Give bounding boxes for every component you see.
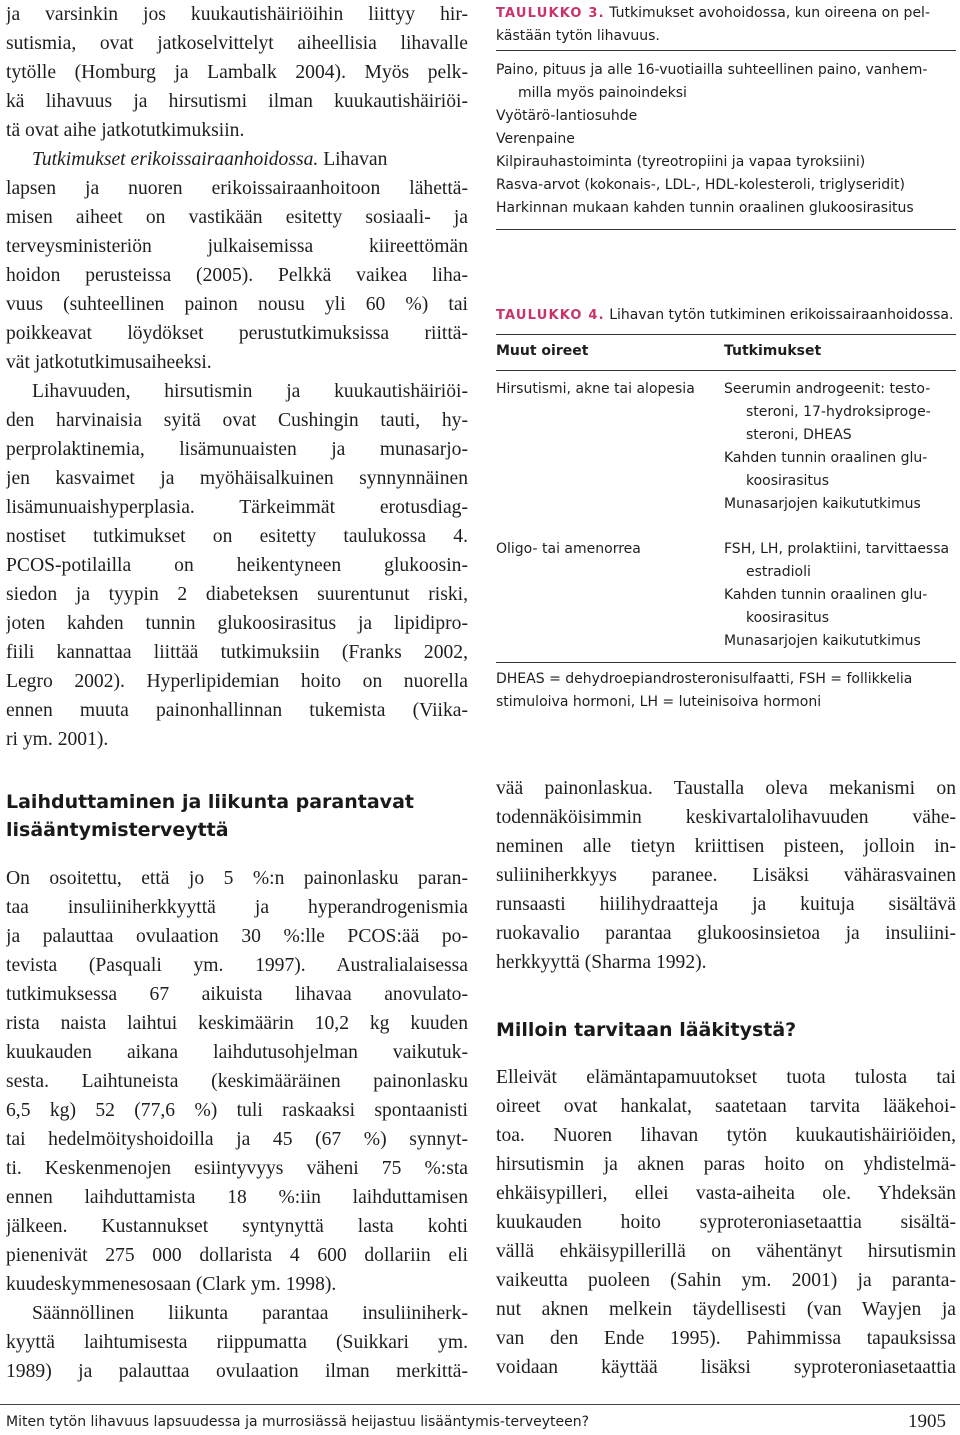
table-row: Kilpirauhastoiminta (tyreotropiini ja vapaa tyroksiini) [496, 154, 866, 170]
text-line: Säännöllinen liikunta parantaa insuliiniherk- [32, 1303, 468, 1324]
caption-line [496, 304, 956, 327]
right-column-medication-text [496, 1063, 956, 1382]
text-line: kuukauden aikana laihdutusohjelman vaikutuk- [6, 1042, 468, 1063]
left-column-bottom [6, 864, 468, 1386]
text-line: lisämunuaishyperplasia. Tärkeimmät erotusdiag- [6, 497, 468, 518]
text-line: nut aknen melkein täydellisesti (van Wayjen ja [496, 1299, 956, 1320]
text-line: sutismia, ovat jatkoselvittelyt aiheellisia lihavalle [6, 33, 468, 54]
column-header-symptoms: Muut oireet [496, 343, 589, 359]
table-row: milla myös painoindeksi [518, 85, 687, 101]
table-label: TAULUKKO 4. [496, 308, 605, 323]
text-line: jälkeen. Kustannukset syntynyttä lasta kohti [6, 1216, 468, 1237]
table-3-body [496, 59, 956, 220]
caption-line: kästään tytön lihavuus. [496, 28, 660, 44]
cell-line: koosirasitus [746, 610, 830, 626]
text-line: ti. Keskenmenojen esiintyvyys väheni 75 %:sta [6, 1158, 468, 1179]
cell-text: Hirsutismi, akne tai alopesia [496, 381, 695, 397]
text-line: van den Ende 1995). Pahimmissa tapauksissa [496, 1328, 956, 1349]
column-header-tests: Tutkimukset [724, 343, 822, 359]
text-line: ennen laihduttamista 18 %:iin laihduttamisen [6, 1187, 468, 1208]
cell-line: Kahden tunnin oraalinen glu- [724, 587, 928, 603]
cell-line: Seerumin androgeenit: testo- [724, 381, 931, 397]
text-line: tai hedelmöityshoidoilla ja 45 (67 %) synnyt- [6, 1129, 468, 1150]
text-line: nostiset tutkimukset on esitetty taulukossa 4. [6, 526, 468, 547]
right-column-bottom [496, 774, 956, 977]
heading-line: lisääntymisterveyttä [6, 819, 229, 841]
table-row: Rasva-arvot (kokonais-, LDL-, HDL-kolesteroli, triglyseridit) [496, 177, 905, 193]
cell-line: koosirasitus [746, 473, 830, 489]
text-line: jen kasvaimet ja myöhäisalkuinen synnynnäinen [6, 468, 468, 489]
text-line: Legro 2002). Hyperlipidemian hoito on nuorella [6, 671, 468, 692]
table-4-bottom-rule [496, 662, 956, 663]
text-line: tytölle (Homburg ja Lambalk 2004). Myös pelk- [6, 62, 468, 83]
text-line: kä lihavuus ja hirsutismi ilman kuukautishäiriöi- [6, 91, 468, 112]
footnote-line: DHEAS = dehydroepiandrosteronisulfaatti, FSH = follikkelia [496, 671, 913, 687]
page-number: 1905 [908, 1411, 946, 1432]
text-line: oireet ovat hankalat, saatetaan tarvita lääkehoi- [496, 1096, 956, 1117]
text-line: tevista (Pasquali ym. 1997). Australialaisessa [6, 955, 468, 976]
text-line: ja palauttaa ovulaation 30 %:lle PCOS:ää po- [6, 926, 468, 947]
text-line: herkkyyttä (Sharma 1992). [496, 952, 707, 973]
table-row: Harkinnan mukaan kahden tunnin oraalinen glukoosirasitus [496, 200, 914, 216]
table-4-caption [496, 304, 956, 327]
text-line: pienenivät 275 000 dollarista 4 600 dollariin eli [6, 1245, 468, 1266]
text-line: On osoitettu, että jo 5 %:n painonlasku paran- [6, 868, 468, 889]
table-row: Vyötärö-lantiosuhde [496, 108, 638, 124]
text-line: runsaasti hiilihydraatteja ja kuituja sisältävä [496, 894, 956, 915]
table-row: Paino, pituus ja alle 16-vuotiailla suhteellinen paino, vanhem- [496, 62, 928, 78]
text-line: misen aiheet on vastikään esitetty sosiaali- ja [6, 207, 468, 228]
text-line: vaikeutta puoleen (Sahin ym. 2001) ja paranta- [496, 1270, 956, 1291]
table-3-bottom-rule [496, 229, 956, 230]
cell-line: FSH, LH, prolaktiini, tarvittaessa [724, 541, 950, 557]
cell-line: Kahden tunnin oraalinen glu- [724, 450, 928, 466]
section-heading-medication: Milloin tarvitaan lääkitystä? [496, 1019, 797, 1041]
text-line: toa. Nuoren lihavan tytön kuukautishäiriöiden, [496, 1125, 956, 1146]
text-line: Elleivät elämäntapamuutokset tuota tulosta tai [496, 1067, 956, 1088]
section-heading-weight-loss [6, 788, 468, 844]
text-line: ehkäisypilleri, ellei vasta-aiheita ole. Yhdeksän [496, 1183, 956, 1204]
text-line: vää painonlaskua. Taustalla oleva mekanismi on [496, 778, 956, 799]
text-line: rista naista laihtui keskimäärin 10,2 kg kuuden [6, 1013, 468, 1034]
cell-line: Munasarjojen kaikututkimus [724, 496, 921, 512]
text-line: lapsen ja nuoren erikoissairaanhoitoon lähettä- [6, 178, 468, 199]
cell-line: estradioli [746, 564, 811, 580]
footer-rule [0, 1404, 960, 1405]
text-line: neminen alle tietyn kriittisen pisteen, jolloin in- [496, 836, 956, 857]
text-line: PCOS-potilailla on heikentyneen glukoosin- [6, 555, 468, 576]
table-4-header-rule [496, 370, 956, 371]
footnote-line: stimuloiva hormoni, LH = luteinisoiva hormoni [496, 694, 822, 710]
left-column-top [6, 0, 468, 754]
text-line: kuudeskymmenesosaan (Clark ym. 1998). [6, 1274, 337, 1295]
text-fragment: Lihavan [318, 149, 388, 170]
text-line: den harvinaisia syitä ovat Cushingin tauti, hy- [6, 410, 468, 431]
text-line: 1989) ja palauttaa ovulaation ilman merkittä- [6, 1361, 468, 1382]
text-line: ja varsinkin jos kuukautishäiriöihin liittyy hir- [6, 4, 468, 25]
text-line: tä ovat aihe jatkotutkimuksiin. [6, 120, 245, 141]
text-line: voidaan käyttää lisäksi syproteroniasetaattia [496, 1357, 956, 1378]
table-4-header [496, 340, 956, 363]
text-line: tutkimuksessa 67 aikuista lihavaa anovulato- [6, 984, 468, 1005]
text-line: ri ym. 2001). [6, 729, 109, 750]
text-line: hirsutismin ja aknen paras hoito on yhdistelmä- [496, 1154, 956, 1175]
caption-line [496, 2, 956, 25]
table-3-caption [496, 2, 956, 48]
text-line: vuus (suhteellinen painon nousu yli 60 %) tai [6, 294, 468, 315]
text-line [6, 145, 468, 174]
text-line: ruokavalio parantaa glukoosinsietoa ja insuliini- [496, 923, 956, 944]
table-cell-symptom [496, 538, 716, 561]
text-line: ennen muuta painonhallinnan tukemista (Viika- [6, 700, 468, 721]
text-line: poikkeavat löydökset perustutkimuksissa riittä- [6, 323, 468, 344]
caption-text: Lihavan tytön tutkiminen erikoissairaanhoidossa. [604, 307, 954, 323]
text-line: vät jatkotutkimusaiheeksi. [6, 352, 212, 373]
table-label: TAULUKKO 3. [496, 6, 605, 21]
text-line: fiili kannattaa liittää tutkimuksiin (Franks 2002, [6, 642, 468, 663]
text-line: sesta. Laihtuneista (keskimääräinen painonlasku [6, 1071, 468, 1092]
text-line: kuukauden hoito syproteroniasetaattia sisältä- [496, 1212, 956, 1233]
text-line: vällä ehkäisypillerillä on vähentänyt hirsutismin [496, 1241, 956, 1262]
caption-text: Tutkimukset avohoidossa, kun oireena on pel- [604, 5, 930, 21]
text-line: terveysministeriön julkaisemissa kiireettömän [6, 236, 468, 257]
table-cell-tests [724, 538, 960, 653]
cell-line: steroni, DHEAS [746, 427, 852, 443]
cell-line: Munasarjojen kaikututkimus [724, 633, 921, 649]
text-line: Lihavuuden, hirsutismin ja kuukautishäiriöi- [32, 381, 468, 402]
table-4-footnote [496, 668, 956, 714]
subsection-title: Tutkimukset erikoissairaanhoidossa. [32, 149, 319, 170]
cell-line: steroni, 17-hydroksiproge- [746, 404, 931, 420]
text-line: perprolaktinemia, lisämunuaisten ja munasarjo- [6, 439, 468, 460]
text-line: joten kahden tunnin glukoosirasitus ja lipidipro- [6, 613, 468, 634]
table-3-top-rule [496, 50, 956, 51]
table-row: Verenpaine [496, 131, 575, 147]
text-line: 6,5 kg) 52 (77,6 %) tuli raskaaksi spontaanisti [6, 1100, 468, 1121]
text-line: siedon ja tyypin 2 diabeteksen suurentunut riski, [6, 584, 468, 605]
table-cell-tests [724, 378, 960, 516]
heading-line: Laihduttaminen ja liikunta parantavat [6, 791, 414, 813]
table-4-top-rule [496, 334, 956, 335]
text-line: todennäköisimmin keskivartalolihavuuden vähe- [496, 807, 956, 828]
text-line: kyyttä laihtumisesta riippumatta (Suikkari ym. [6, 1332, 468, 1353]
table-cell-symptom [496, 378, 716, 401]
text-line: taa insuliiniherkkyyttä ja hyperandrogenismia [6, 897, 468, 918]
text-line: suliiniherkkyys paranee. Lisäksi vähärasvainen [496, 865, 956, 886]
cell-text: Oligo- tai amenorrea [496, 541, 641, 557]
text-line: hoidon perusteissa (2005). Pelkkä vaikea liha- [6, 265, 468, 286]
running-footer-title: Miten tytön lihavuus lapsuudessa ja murrosiässä heijastuu lisääntymis-terveyteen? [6, 1414, 590, 1430]
